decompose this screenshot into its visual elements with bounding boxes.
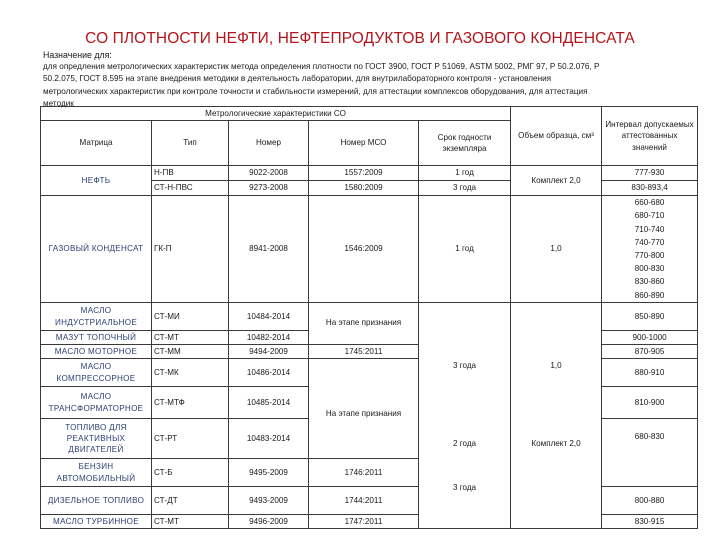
header-type: Тип	[152, 121, 229, 166]
shelf-group-cell	[419, 303, 511, 529]
table-header-row	[41, 107, 698, 121]
reference-materials-table	[40, 106, 698, 529]
header-matrix: Матрица	[41, 121, 152, 166]
shelf-cell: 3 года	[419, 181, 511, 196]
mso-cell: 1546:2009	[309, 196, 419, 303]
matrix-cell: МАСЛО ТРАНСФОРМАТОРНОЕ	[41, 387, 152, 419]
type-cell: СТ-МК	[152, 359, 229, 387]
header-number: Номер	[229, 121, 309, 166]
type-cell: СТ-РТ	[152, 419, 229, 459]
intro-line: для опредления метрологических характеристик метода определения плотности по ГОСТ 3900, ГОСТ Р 51069, ASTM 5002, РМГ 97, Р 50.2.076, Р	[43, 62, 600, 72]
interval-item: 860-890	[634, 290, 665, 300]
table-row	[41, 303, 698, 331]
intro-line: метрологических характеристик при контроле точности и стабильности измерений, для аттестации комплексов оборудования, для аттестация	[43, 86, 588, 96]
mso-cell: На этапе признания	[309, 303, 419, 345]
matrix-cell: МАСЛО КОМПРЕССОРНОЕ	[41, 359, 152, 387]
matrix-cell: МАСЛО ИНДУСТРИАЛЬНОЕ	[41, 303, 152, 331]
type-cell: СТ-МИ	[152, 303, 229, 331]
interval-cell: 880-910	[602, 359, 698, 387]
volume-cell: 1,0	[550, 360, 562, 370]
mso-cell: 1580:2009	[309, 181, 419, 196]
intro-line: методик	[43, 98, 74, 108]
number-cell: 9496-2009	[229, 515, 309, 529]
interval-item: 770-800	[634, 251, 665, 260]
interval-item: 740-770	[634, 237, 665, 247]
interval-cell: 680-830	[602, 419, 698, 487]
header-mso: Номер МСО	[309, 121, 419, 166]
header-volume: Объем образца, см³	[511, 107, 602, 166]
mso-cell: 1557:2009	[309, 166, 419, 181]
shelf-cell: 3 года	[452, 360, 477, 370]
shelf-cell: 1 год	[419, 166, 511, 181]
type-cell: СТ-Н-ПВС	[152, 181, 229, 196]
type-cell: Н-ПВ	[152, 166, 229, 181]
volume-cell: 1,0	[511, 196, 602, 303]
interval-cell: 800-880	[602, 487, 698, 515]
interval-list	[602, 196, 698, 303]
number-cell: 9494-2009	[229, 345, 309, 359]
interval-item: 800-830	[634, 264, 665, 274]
number-cell: 8941-2008	[229, 196, 309, 303]
number-cell: 10482-2014	[229, 331, 309, 345]
page-title: СО ПЛОТНОСТИ НЕФТИ, НЕФТЕПРОДУКТОВ И ГАЗОВОГО КОНДЕНСАТА	[85, 30, 635, 47]
mso-cell: 1747:2011	[309, 515, 419, 529]
interval-cell: 870-905	[602, 345, 698, 359]
type-cell: ГК-П	[152, 196, 229, 303]
interval-cell: 900-1000	[602, 331, 698, 345]
type-cell: СТ-МТ	[152, 331, 229, 345]
interval-cell: 777-930	[602, 166, 698, 181]
type-cell: СТ-ММ	[152, 345, 229, 359]
volume-group-cell	[511, 303, 602, 529]
number-cell: 10485-2014	[229, 387, 309, 419]
type-cell: СТ-Б	[152, 459, 229, 487]
type-cell: СТ-ДТ	[152, 487, 229, 515]
interval-item: 680-710	[634, 211, 665, 221]
matrix-cell: ГАЗОВЫЙ КОНДЕНСАТ	[41, 196, 152, 303]
number-cell: 9273-2008	[229, 181, 309, 196]
volume-cell: Комплект 2,0	[531, 439, 581, 449]
shelf-cell: 2 года	[452, 439, 477, 449]
number-cell: 9495-2009	[229, 459, 309, 487]
intro-heading: Назначение для:	[43, 50, 112, 60]
number-cell: 10486-2014	[229, 359, 309, 387]
shelf-cell: 3 года	[452, 483, 477, 493]
matrix-cell: НЕФТЬ	[41, 166, 152, 196]
matrix-cell: МАЗУТ ТОПОЧНЫЙ	[41, 331, 152, 345]
header-interval: Интервал допускаемых аттестованных значений	[602, 107, 698, 166]
volume-cell: Комплект 2,0	[511, 166, 602, 196]
interval-item: 660-680	[634, 198, 665, 208]
matrix-cell: МАСЛО МОТОРНОЕ	[41, 345, 152, 359]
number-cell: 9022-2008	[229, 166, 309, 181]
matrix-cell: БЕНЗИН АВТОМОБИЛЬНЫЙ	[41, 459, 152, 487]
mso-cell: 1744:2011	[309, 487, 419, 515]
mso-cell: На этапе признания	[309, 359, 419, 459]
interval-cell: 850-890	[602, 303, 698, 331]
matrix-cell: ТОПЛИВО ДЛЯ РЕАКТИВНЫХ ДВИГАТЕЛЕЙ	[41, 419, 152, 459]
interval-cell: 810-900	[602, 387, 698, 419]
mso-cell: 1745:2011	[309, 345, 419, 359]
table-row	[41, 166, 698, 181]
mso-cell: 1746:2011	[309, 459, 419, 487]
matrix-cell: ДИЗЕЛЬНОЕ ТОПЛИВО	[41, 487, 152, 515]
intro-text	[43, 49, 703, 110]
interval-item: 830-860	[634, 277, 665, 287]
header-shelf: Срок годности экземпляра	[419, 121, 511, 166]
matrix-cell: МАСЛО ТУРБИННОЕ	[41, 515, 152, 529]
header-metro: Метрологические характеристики СО	[41, 107, 511, 121]
interval-cell: 830-915	[602, 515, 698, 529]
table-row	[41, 196, 698, 303]
shelf-cell: 1 год	[419, 196, 511, 303]
number-cell: 10483-2014	[229, 419, 309, 459]
number-cell: 9493-2009	[229, 487, 309, 515]
type-cell: СТ-МТФ	[152, 387, 229, 419]
interval-item: 710-740	[634, 224, 665, 234]
number-cell: 10484-2014	[229, 303, 309, 331]
type-cell: СТ-МТ	[152, 515, 229, 529]
interval-cell: 830-893,4	[602, 181, 698, 196]
intro-line: 50.2.075, ГОСТ 8.595 на этапе внедрения методики в деятельность лаборатории, для внутрилабораторного контроля - установления	[43, 74, 552, 84]
